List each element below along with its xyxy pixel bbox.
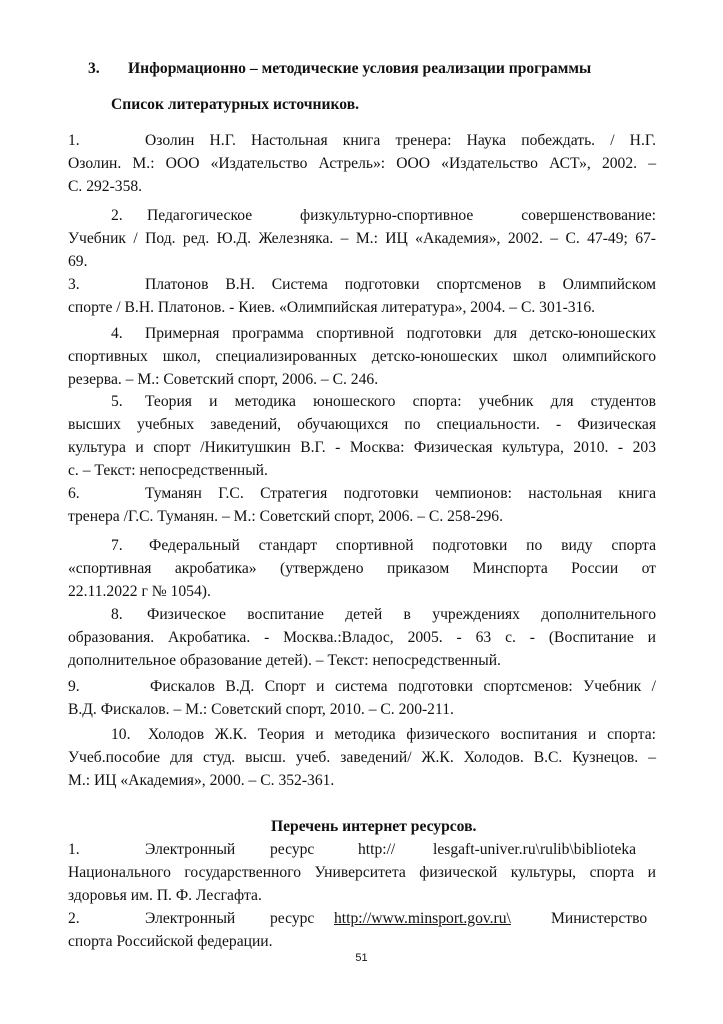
minsport-link[interactable]: http://www.minsport.gov.ru\ [334,910,511,927]
item-line: спорта Российской федерации. [68,933,273,950]
item-line: высших учебных заведений, обучающихся по специальности. - Физическая [68,416,656,433]
item-line: Туманян Г.С. Стратегия подготовки чемпионов: настольная книга [145,485,656,502]
internet-heading: Перечень интернет ресурсов. [271,818,477,835]
item-line: 22.11.2022 г № 1054). [68,583,211,600]
resource-word: ресурс [270,841,315,858]
item-line: Озолин. М.: ООО «Издательство Астрель»: ООО «Издательство АСТ», 2002. – [68,155,656,172]
item-line: Учеб.пособие для студ. высш. учеб. заведений/ Ж.К. Холодов. В.С. Кузнецов. – [68,749,656,766]
item-line: культура и спорт /Никитушкин В.Г. - Москва: Физическая культура, 2010. - 203 [68,439,656,456]
item-line: Национального государственного Университета физической культуры, спорта и [68,864,656,881]
item-line: Федеральный стандарт спортивной подготовки по виду спорта [149,537,656,554]
item-number: 3. [68,276,80,293]
item-line: «спортивная акробатика» (утверждено приказом Минспорта России от [68,560,656,577]
item-line: Холодов Ж.К. Теория и методика физического воспитания и спорта: [148,726,656,743]
item-line: Физическое воспитание детей в учреждениях дополнительного [147,606,656,623]
item-line: спорте / В.Н. Платонов. - Киев. «Олимпийская литература», 2004. – С. 301-316. [68,299,596,316]
item-line: с. – Текст: непосредственный. [68,462,268,479]
item-line: М.: ИЦ «Академия», 2000. – С. 352-361. [68,772,335,789]
item-line: здоровья им. П. Ф. Лесгафта. [68,887,262,904]
resource-label: Электронный [145,841,236,858]
item-line: Примерная программа спортивной подготовки для детско-юношеских [145,325,656,342]
item-number: 1. [68,841,80,858]
resource-url-prefix: http:// [358,841,396,858]
item-number: 8. [111,606,123,623]
section-title: Информационно – методические условия реализации программы [128,60,592,77]
item-number: 10. [111,726,131,743]
resource-label: Электронный [145,910,236,927]
item-number: 5. [111,393,123,410]
resource-url: lesgaft-univer.ru\rulib\biblioteka [433,841,637,858]
item-number: 6. [68,485,80,502]
item-line: образования. Акробатика. - Москва.:Владос, 2005. - 63 с. - (Воспитание и [68,629,656,646]
resource-after: Министерство [551,910,648,927]
item-number: 2. [68,910,80,927]
page-number: 51 [355,952,368,964]
item-line: дополнительное образование детей). – Текст: непосредственный. [68,652,501,669]
item-number: 4. [111,325,123,342]
item-number: 7. [111,537,123,554]
item-line: резерва. – М.: Советский спорт, 2006. – С. 246. [68,371,379,388]
item-line: спортивных школ, специализированных детско-юношеских школ олимпийского [68,348,656,365]
item-line: Учебник / Под. ред. Ю.Д. Железняка. – М.: ИЦ «Академия», 2002. – С. 47-49; 67- [68,230,656,247]
item-number: 1. [68,132,80,149]
resource-word: ресурс [270,910,315,927]
item-line: С. 292-358. [68,178,143,195]
item-line: Озолин Н.Г. Настольная книга тренера: Наука побеждать. / Н.Г. [145,132,656,149]
item-line: Теория и методика юношеского спорта: учебник для студентов [145,393,656,410]
item-line: В.Д. Фискалов. – М.: Советский спорт, 2010. – С. 200-211. [68,701,454,718]
item-line: 69. [68,253,88,270]
item-number: 9. [68,678,80,695]
item-number: 2. [111,207,123,224]
literature-heading: Список литературных источников. [111,96,360,113]
item-line: Фискалов В.Д. Спорт и система подготовки спортсменов: Учебник / [150,678,656,695]
section-number: 3. [88,60,100,77]
item-line: тренера /Г.С. Туманян. – М.: Советский спорт, 2006. – С. 258-296. [68,508,503,525]
item-line: Педагогическое физкультурно-спортивное совершенствование: [147,207,656,224]
item-line: Платонов В.Н. Система подготовки спортсменов в Олимпийском [145,276,656,293]
